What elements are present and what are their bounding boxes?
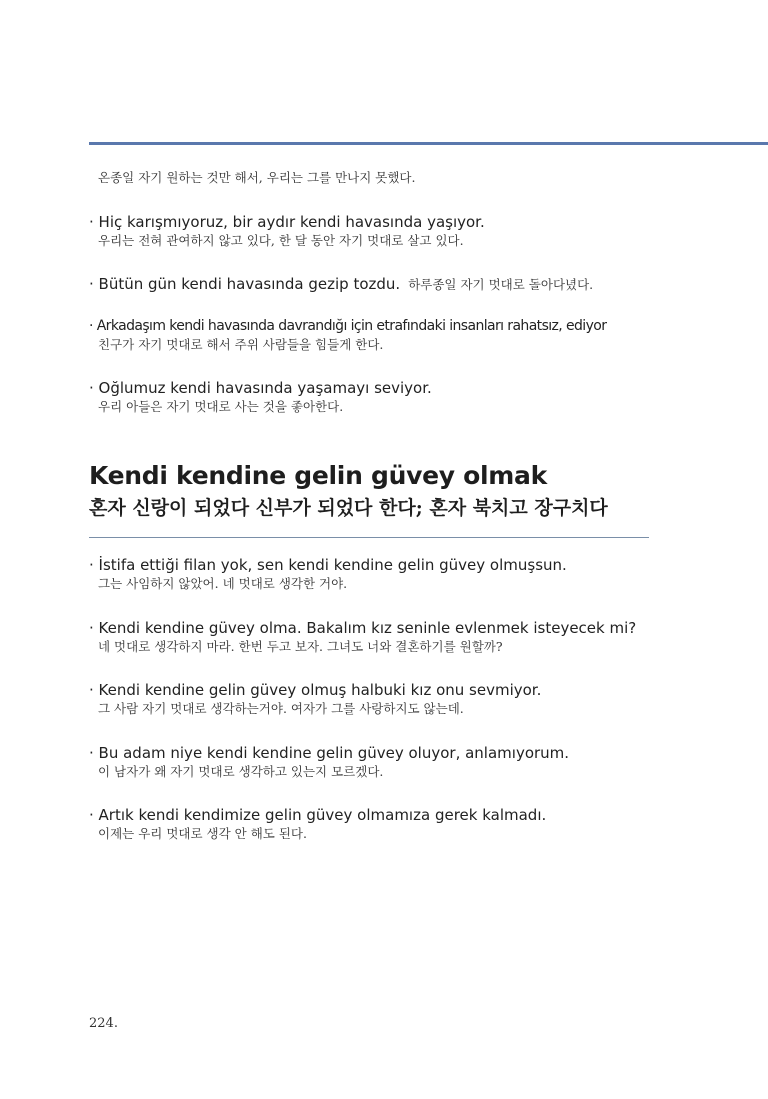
example-tr: · Arkadaşım kendi havasında davrandığı için etrafındaki insanları rahatsız, ediyor xyxy=(89,318,607,334)
section-heading xyxy=(89,460,649,522)
page-number: 224. xyxy=(89,1016,118,1031)
example-a-3 xyxy=(89,316,689,354)
example-ko: 친구가 자기 멋대로 해서 주위 사람들을 힘들게 한다. xyxy=(98,337,384,352)
example-b-5 xyxy=(89,805,689,843)
example-b-1 xyxy=(89,555,689,593)
example-tr: · Bu adam niye kendi kendine gelin güvey oluyor, anlamıyorum. xyxy=(89,744,570,762)
top-divider xyxy=(89,142,768,145)
example-ko: 이제는 우리 멋대로 생각 안 해도 된다. xyxy=(98,826,307,841)
example-ko: 우리 아들은 자기 멋대로 사는 것을 좋아한다. xyxy=(98,399,344,414)
intro-line xyxy=(89,169,689,187)
example-ko-inline: 하루종일 자기 멋대로 돌아다녔다. xyxy=(408,277,594,292)
example-ko: 이 남자가 왜 자기 멋대로 생각하고 있는지 모르겠다. xyxy=(98,764,384,779)
example-a-2 xyxy=(89,274,689,295)
section-subtitle: 혼자 신랑이 되었다 신부가 되었다 한다; 혼자 북치고 장구치다 xyxy=(89,497,608,519)
example-tr: · Hiç karışmıyoruz, bir aydır kendi havasında yaşıyor. xyxy=(89,213,485,231)
example-ko: 네 멋대로 생각하지 마라. 한번 두고 보자. 그녀도 너와 결혼하기를 원할까? xyxy=(98,639,503,654)
example-tr: · Kendi kendine gelin güvey olmuş halbuki kız onu sevmiyor. xyxy=(89,681,542,699)
example-tr: · Oğlumuz kendi havasında yaşamayı seviyor. xyxy=(89,379,432,397)
example-tr: · Kendi kendine güvey olma. Bakalım kız seninle evlenmek isteyecek mi? xyxy=(89,619,637,637)
intro-ko: 온종일 자기 원하는 것만 해서, 우리는 그를 만나지 못했다. xyxy=(98,170,416,185)
example-b-2 xyxy=(89,618,689,656)
example-ko: 그 사람 자기 멋대로 생각하는거야. 여자가 그를 사랑하지도 않는데. xyxy=(98,701,464,716)
example-ko: 우리는 전혀 관여하지 않고 있다, 한 달 동안 자기 멋대로 살고 있다. xyxy=(98,233,464,248)
example-a-4 xyxy=(89,378,689,416)
example-tr: · İstifa ettiği filan yok, sen kendi kendine gelin güvey olmuşsun. xyxy=(89,556,567,574)
example-tr xyxy=(89,274,689,295)
example-a-1 xyxy=(89,212,689,250)
example-tr-text: · Bütün gün kendi havasında gezip tozdu. xyxy=(89,275,401,293)
section-title: Kendi kendine gelin güvey olmak xyxy=(89,461,547,490)
example-b-3 xyxy=(89,680,689,718)
section-divider xyxy=(89,537,649,538)
example-ko: 그는 사임하지 않았어. 네 멋대로 생각한 거야. xyxy=(98,576,348,591)
example-b-4 xyxy=(89,743,689,781)
example-tr: · Artık kendi kendimize gelin güvey olmamıza gerek kalmadı. xyxy=(89,806,547,824)
